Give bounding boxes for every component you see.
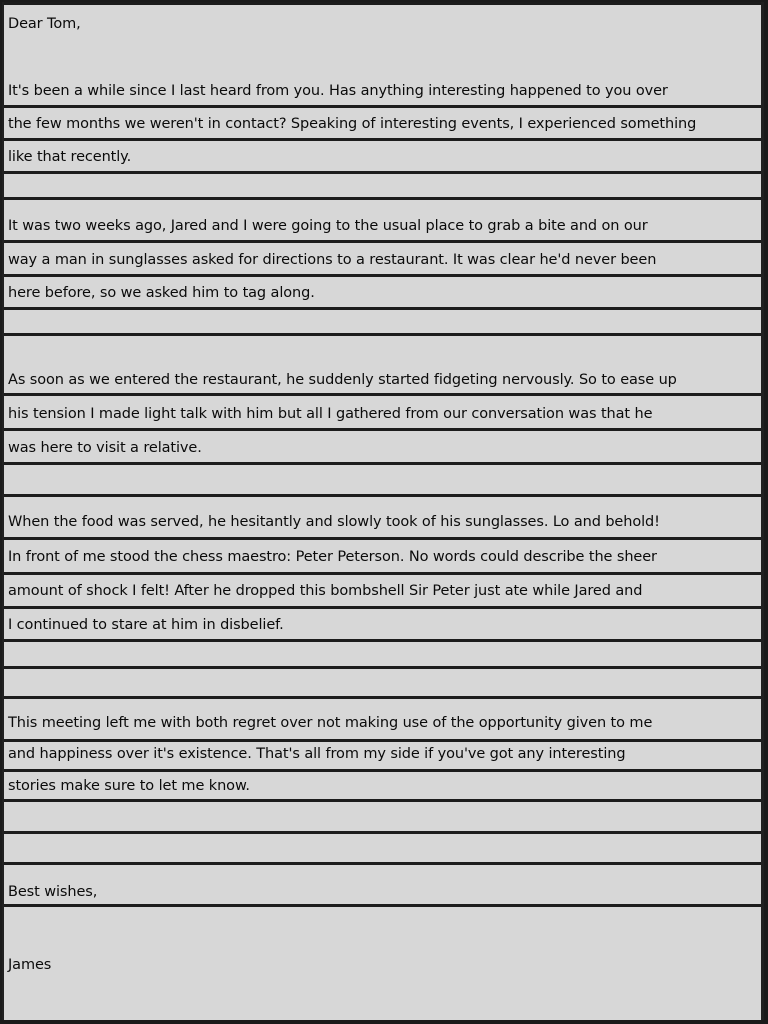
ruled-line [4, 428, 761, 431]
ruled-line [4, 696, 761, 699]
paragraph-3-line: As soon as we entered the restaurant, he suddenly started fidgeting nervously. So to ease up [8, 372, 677, 388]
paragraph-4-line: amount of shock I felt! After he dropped this bombshell Sir Peter just ate while Jared and [8, 583, 643, 599]
ruled-line [4, 831, 761, 834]
salutation: Dear Tom, [8, 16, 81, 32]
paragraph-5-line: This meeting left me with both regret over not making use of the opportunity given to me [8, 715, 653, 731]
ruled-line [4, 197, 761, 200]
ruled-line [4, 494, 761, 497]
ruled-line [4, 240, 761, 243]
paragraph-4-line: I continued to stare at him in disbelief. [8, 617, 284, 633]
ruled-line [4, 862, 761, 865]
ruled-line [4, 666, 761, 669]
ruled-line [4, 639, 761, 642]
paragraph-2-line: way a man in sunglasses asked for directions to a restaurant. It was clear he'd never been [8, 252, 657, 268]
paragraph-1-line: It's been a while since I last heard from you. Has anything interesting happened to you over [8, 83, 668, 99]
ruled-line [4, 105, 761, 108]
paragraph-2-line: It was two weeks ago, Jared and I were going to the usual place to grab a bite and on our [8, 218, 648, 234]
ruled-line [4, 2, 761, 5]
paragraph-2-line: here before, so we asked him to tag along. [8, 285, 315, 301]
ruled-line [4, 171, 761, 174]
ruled-line [4, 307, 761, 310]
paragraph-1-line: like that recently. [8, 149, 132, 165]
ruled-line [4, 537, 761, 540]
ruled-line [4, 904, 761, 907]
ruled-line [4, 393, 761, 396]
ruled-line [4, 769, 761, 772]
ruled-line [4, 274, 761, 277]
paragraph-5-line: stories make sure to let me know. [8, 778, 250, 794]
paragraph-3-line: his tension I made light talk with him but all I gathered from our conversation was that he [8, 406, 653, 422]
letter-page [2, 2, 764, 1020]
paragraph-4-line: When the food was served, he hesitantly and slowly took of his sunglasses. Lo and behold! [8, 514, 660, 530]
paragraph-5-line: and happiness over it's existence. That's all from my side if you've got any interesting [8, 746, 626, 762]
paragraph-1-line: the few months we weren't in contact? Speaking of interesting events, I experienced something [8, 116, 697, 132]
ruled-line [4, 462, 761, 465]
closing: Best wishes, [8, 884, 98, 900]
ruled-line [4, 799, 761, 802]
ruled-line [4, 138, 761, 141]
paragraph-3-line: was here to visit a relative. [8, 440, 202, 456]
ruled-line [4, 333, 761, 336]
ruled-line [4, 739, 761, 742]
ruled-line [4, 572, 761, 575]
signature: James [8, 957, 52, 973]
paragraph-4-line: In front of me stood the chess maestro: Peter Peterson. No words could describe the sheer [8, 549, 657, 565]
ruled-line [4, 606, 761, 609]
